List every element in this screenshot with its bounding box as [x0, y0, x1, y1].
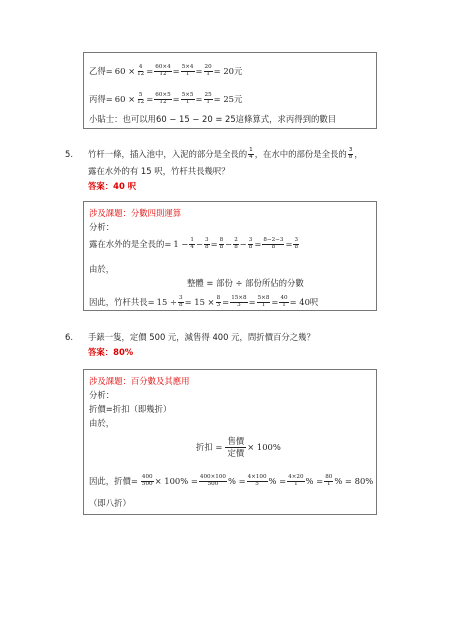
fraction: $\frac{\text{售價}}{\text{定價}}$ [227, 435, 245, 458]
fraction: $\frac{60\times 5}{12}$ [155, 91, 171, 105]
bing-share-line: 丙得= 60 × $\frac{5}{12}$ = $\frac{60\times 5}{12}$ = $\frac{5\times 5}{1}$ = $\frac{25}{1}$ = 25元 [89, 91, 243, 105]
discount-formula: 折扣 = $\frac{\text{售價}}{\text{定價}}$ × 100% [196, 435, 281, 458]
topic-label: 涉及課題：百分數及其應用 [89, 376, 190, 386]
fraction: $\frac{5\times 5}{1}$ [181, 91, 194, 105]
fraction: $\frac{8-2-3}{8}$ [263, 236, 284, 250]
yi-share-line: 乙得= 60 × $\frac{4}{12}$ = $\frac{60\times 4}{12}$ = $\frac{5\times 4}{1}$ = $\frac{20}{1}$ = 20元 [89, 63, 243, 77]
question-6-number: 6. [65, 332, 73, 342]
question-5-number: 5. [65, 149, 73, 159]
analysis-label: 分析： [89, 390, 115, 400]
fraction: $\frac{1}{4}$ [249, 146, 253, 160]
question-5-text: 竹杆一條，插入池中，入泥的部分是全長的 $\frac{1}{4}$ ，在水中的部份是全長的 $\frac{3}{8}$ ， [88, 146, 363, 160]
fraction: $\frac{20}{1}$ [204, 63, 212, 77]
fraction: $\frac{5\times 4}{1}$ [181, 63, 194, 77]
question-6-text: 手錶一隻，定價 500 元，減售得 400 元，問折價百分之幾？ [88, 332, 315, 342]
fraction: $\frac{60\times 4}{12}$ [155, 63, 171, 77]
fraction: $\frac{8}{8}$ [219, 236, 224, 250]
fraction: $\frac{5}{12}$ [137, 91, 145, 105]
eighty-percent-note: （即八折） [89, 498, 131, 508]
since-label: 由於， [89, 418, 115, 428]
discount-definition: 折價=折扣（即幾折） [89, 404, 172, 414]
fraction: $\frac{4}{12}$ [137, 63, 145, 77]
fraction: $\frac{3}{8}$ [248, 236, 253, 250]
fraction: $\frac{40}{1}$ [280, 294, 288, 308]
fraction: $\frac{4\times 20}{1}$ [288, 473, 304, 487]
pole-length-line: 因此，竹杆共長= 15 ÷ $\frac{3}{8}$ = 15 × $\frac{8}{3}$ = $\frac{15\times 8}{3}$ = $\frac{5\times 8}{1}$ = $\frac{40}{1}$ = 40呎 [89, 294, 319, 308]
fraction: $\frac{5\times 8}{1}$ [257, 294, 270, 308]
question-5-answer: 答案：40 呎 [88, 181, 137, 191]
analysis-label: 分析： [89, 222, 115, 232]
fraction: $\frac{80}{1}$ [325, 473, 333, 487]
question-6-answer: 答案：80% [88, 347, 134, 357]
topic-label: 涉及課題：分數四則運算 [89, 208, 182, 218]
fraction: $\frac{3}{8}$ [179, 294, 183, 308]
fraction: $\frac{400}{500}$ [141, 473, 153, 487]
whole-formula: 整體 = 部份 ÷ 部份所佔的分數 [187, 278, 304, 288]
fraction: $\frac{8}{3}$ [216, 294, 221, 308]
fraction: $\frac{3}{8}$ [205, 236, 209, 250]
fraction: $\frac{15\times 8}{3}$ [231, 294, 247, 308]
fraction: $\frac{400\times 100}{500}$ [199, 473, 226, 487]
fraction: $\frac{4\times 100}{5}$ [247, 473, 267, 487]
water-fraction-line: 露在水外的是全長的= 1 − $\frac{1}{4}$ − $\frac{3}{8}$ = $\frac{8}{8}$ − $\frac{2}{8}$ − $\frac{3}{8}$ = $\frac{8-2-3}{8}$ = $\frac{3}{8}$ [89, 236, 299, 250]
tip-text: 小貼士：也可以用60 − 15 − 20 = 25這條算式，求丙得到的數目 [89, 114, 337, 124]
fraction: $\frac{3}{8}$ [294, 236, 299, 250]
fraction: $\frac{25}{1}$ [204, 91, 212, 105]
question-5-text-line2: 露在水外的有 15 呎，竹杆共長幾呎？ [88, 166, 230, 176]
since-label: 由於， [89, 264, 115, 274]
fraction: $\frac{1}{4}$ [190, 236, 194, 250]
discount-calc-line: 因此，折價= $\frac{400}{500}$ × 100% = $\frac{400\times 100}{500}$ % = $\frac{4\times 100}{5}$ % = $\frac{4\times 20}{1}$ % = $\frac{80}{1}$ % = 80% [89, 473, 374, 487]
fraction: $\frac{3}{8}$ [348, 146, 353, 160]
fraction: $\frac{2}{8}$ [234, 236, 238, 250]
